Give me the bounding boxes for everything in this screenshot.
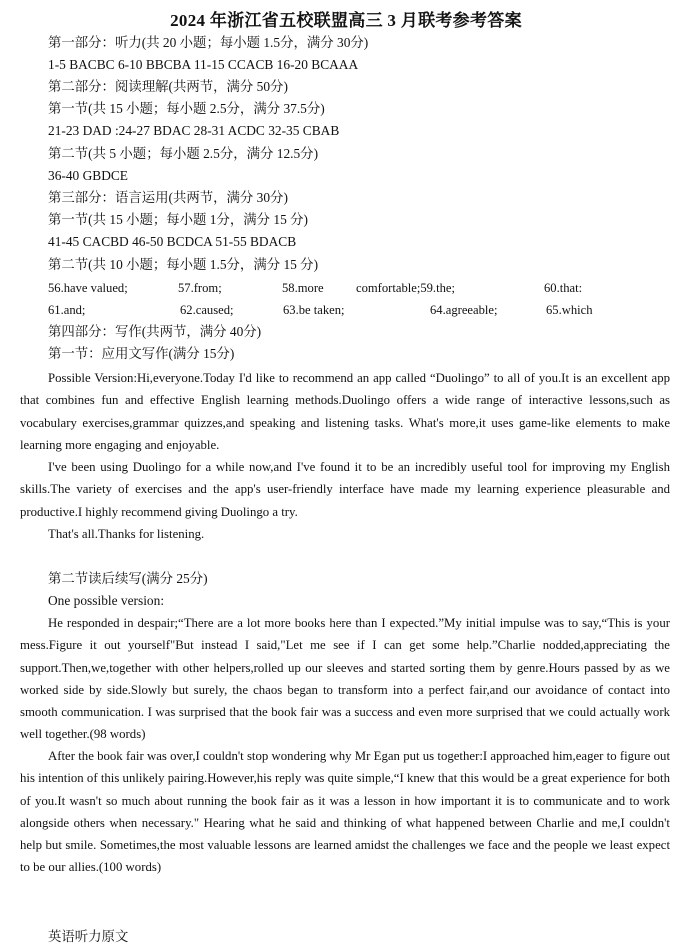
- grammar-answer: 58.more: [282, 281, 324, 295]
- essay2-paragraph-2: After the book fair was over,I couldn't stop wondering why Mr Egan put us together:I approached him,eager to figure out his intention of this unlikely pairing.However,his reply was quite simple,“I knew that this would be a great experience for both of you.It wasn't so much about running the book fair as it was a lesson in how important it is to communicate and to work alongside others when necessary." Hearing what he said and thinking of what happened between Charlie and me,I couldn't help but smile. Sometimes,the most valuable lessons are learned amidst the challenges we face and the people we least expect to be our allies.(100 words): [20, 749, 670, 875]
- listening-script-heading: 英语听力原文: [48, 929, 129, 944]
- essay1-paragraph-1: Possible Version:Hi,everyone.Today I'd like to recommend an app called “Duolingo” to all of you.It is an excellent app that combines fun and effective English learning methods.Duolingo offers a wide range of interactive lessons,such as vocabulary exercises,grammar quizzes,and speaking and listening tasks. What's more,it uses game-like elements to make learning more engaging and enjoyable.: [20, 371, 670, 452]
- grammar-answer: 63.be taken;: [283, 303, 345, 317]
- reading-section2-answers: 36-40 GBDCE: [48, 168, 128, 183]
- grammar-answer: 62.caused;: [180, 303, 234, 317]
- continuation-subheading: One possible version:: [48, 593, 165, 608]
- grammar-answer: 60.that:: [544, 281, 583, 295]
- grammar-answer: 65.which: [546, 303, 593, 317]
- language-heading: 第三部分：语言运用(共两节，满分 30分): [48, 190, 288, 205]
- listening-answers: 1-5 BACBC 6-10 BBCBA 11-15 CCACB 16-20 BCAAA: [48, 57, 359, 72]
- grammar-answer: 57.from;: [178, 281, 222, 295]
- essay2-paragraph-1: He responded in despair;“There are a lot more books here than I expected.”My initial impulse was to say,“This is your mess.Figure it out yourself"But instead I said,"Let me see if I can get some help.”Charlie nodded,appreciating the support.Then,we,together with other helpers,rolled up our sleeves and started sorting them by genre.Hours passed by as we worked side by side.Slowly but surely, the chaos began to transform into a perfect fair,and our avoidance of contact into smooth communication. I was surprised that the book fair was a success and even more surprised that we could actually work well together.(98 words): [20, 616, 670, 742]
- language-section1-answers: 41-45 CACBD 46-50 BCDCA 51-55 BDACB: [48, 234, 297, 249]
- language-section1-heading: 第一节(共 15 小题；每小题 1分，满分 15 分): [48, 212, 308, 227]
- reading-section1-heading: 第一节(共 15 小题；每小题 2.5分，满分 37.5分): [48, 101, 325, 116]
- writing-section1-heading: 第一节：应用文写作(满分 15分): [48, 346, 235, 361]
- language-section2-heading: 第二节(共 10 小题；每小题 1.5分，满分 15 分): [48, 257, 319, 272]
- grammar-answer: 56.have valued;: [48, 281, 128, 295]
- grammar-answer: 61.and;: [48, 303, 86, 317]
- reading-section1-answers: 21-23 DAD :24-27 BDAC 28-31 ACDC 32-35 CBAB: [48, 123, 340, 138]
- grammar-answer: comfortable;59.the;: [356, 281, 455, 295]
- grammar-answer: 64.agreeable;: [430, 303, 498, 317]
- continuation-heading: 第二节读后续写(满分 25分): [48, 571, 208, 586]
- listening-heading: 第一部分：听力(共 20 小题；每小题 1.5分，满分 30分): [48, 35, 369, 50]
- reading-heading: 第二部分：阅读理解(共两节，满分 50分): [48, 79, 288, 94]
- reading-section2-heading: 第二节(共 5 小题；每小题 2.5分，满分 12.5分): [48, 146, 319, 161]
- essay1-paragraph-3: That's all.Thanks for listening.: [48, 527, 205, 541]
- page-title: 2024 年浙江省五校联盟高三 3 月联考参考答案: [170, 11, 522, 30]
- essay1-paragraph-2: I've been using Duolingo for a while now,and I've found it to be an incredibly useful tool for improving my English skills.The variety of exercises and the app's user-friendly interface have made my learning experience pleasurable and productive.I highly recommend giving Duolingo a try.: [20, 460, 670, 519]
- writing-heading: 第四部分：写作(共两节，满分 40分): [48, 324, 262, 339]
